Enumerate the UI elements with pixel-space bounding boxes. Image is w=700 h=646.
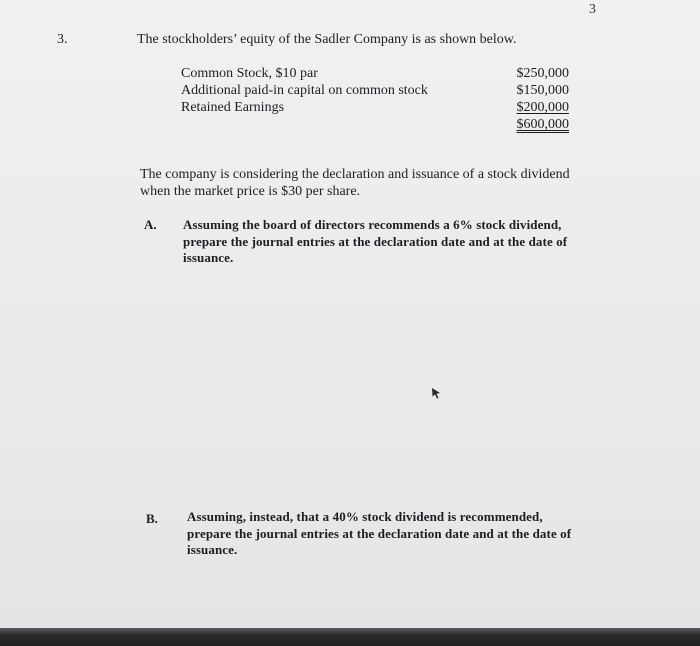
desk-edge: [0, 628, 700, 646]
equity-value-common-stock: $250,000: [516, 66, 569, 81]
part-a-text: [183, 217, 567, 267]
question-number: 3.: [57, 32, 68, 47]
part-b-line: issuance.: [187, 542, 238, 557]
page-number: 3: [589, 2, 596, 17]
part-a-line: Assuming the board of directors recommends a 6% stock dividend,: [183, 217, 562, 232]
cursor-arrow-icon: [429, 386, 443, 400]
part-a-letter: A.: [144, 217, 157, 232]
equity-label-retained-earnings: Retained Earnings: [181, 100, 285, 115]
equity-value-retained-earnings: $200,000: [516, 100, 569, 115]
question-intro: The stockholders’ equity of the Sadler Company is as shown below.: [137, 32, 517, 47]
part-b-line: Assuming, instead, that a 40% stock dividend is recommended,: [187, 509, 543, 524]
part-b-text: [187, 509, 571, 559]
equity-label-common-stock: Common Stock, $10 par: [181, 66, 318, 81]
part-b-line: prepare the journal entries at the declaration date and at the date of: [187, 525, 572, 541]
part-a-line: prepare the journal entries at the declaration date and at the date of: [183, 233, 568, 249]
context-paragraph-line: The company is considering the declaration and issuance of a stock dividend: [140, 167, 570, 182]
part-b-letter: B.: [146, 511, 158, 526]
context-paragraph: [140, 166, 570, 200]
equity-label-apic: Additional paid-in capital on common stock: [181, 83, 428, 98]
equity-total: $600,000: [516, 117, 569, 132]
part-a-line: issuance.: [183, 250, 234, 265]
context-paragraph-line: when the market price is $30 per share.: [140, 184, 361, 199]
equity-value-apic: $150,000: [516, 83, 569, 98]
